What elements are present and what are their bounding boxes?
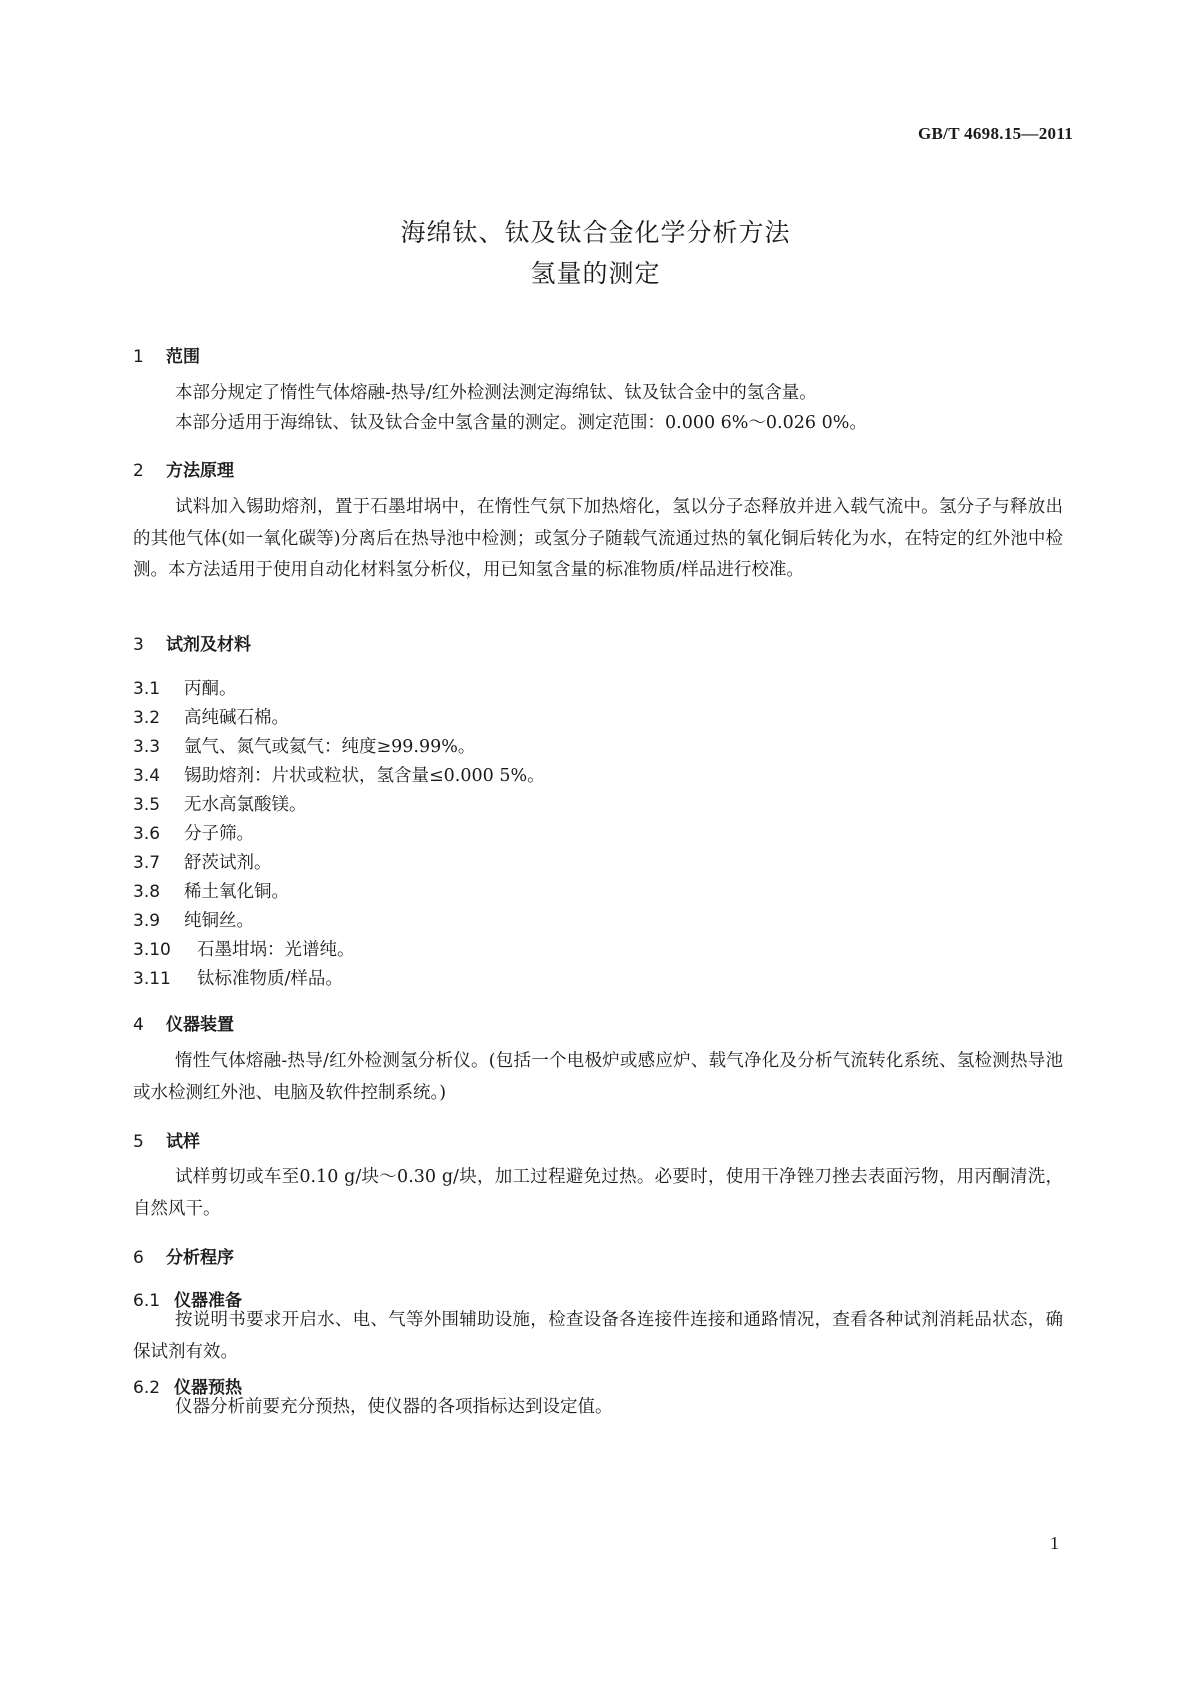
list-item: 3.1 丙酮。	[133, 679, 237, 699]
section-title: 试样	[166, 1132, 200, 1152]
standard-number: GB/T 4698.15—2011	[918, 124, 1073, 143]
list-item: 3.8 稀土氧化铜。	[133, 882, 289, 902]
section-heading-apparatus	[133, 1010, 234, 1035]
section-heading-scope	[133, 342, 200, 367]
subsection-number: 6.2	[133, 1378, 161, 1398]
section-number: 6	[133, 1248, 144, 1268]
paragraph: 本部分规定了惰性气体熔融-热导/红外检测法测定海绵钛、钛及钛合金中的氢含量。	[175, 383, 817, 403]
section-number: 4	[133, 1015, 144, 1035]
document-title: 海绵钛、钛及钛合金化学分析方法	[400, 218, 791, 247]
section-heading-sample	[133, 1127, 200, 1152]
section-number: 1	[133, 347, 144, 367]
section-title: 试剂及材料	[166, 635, 251, 655]
paragraph: 仪器分析前要充分预热，使仪器的各项指标达到设定值。	[175, 1397, 613, 1417]
list-item: 3.5 无水高氯酸镁。	[133, 795, 307, 815]
subsection-title: 仪器预热	[174, 1378, 242, 1398]
section-number: 3	[133, 635, 144, 655]
section-heading-reagents	[133, 630, 251, 655]
section-title: 仪器装置	[166, 1015, 234, 1035]
section-heading-procedure	[133, 1243, 234, 1268]
list-item: 3.4 锡助熔剂：片状或粒状，氢含量≤0.000 5%。	[133, 766, 545, 786]
paragraph: 本部分适用于海绵钛、钛及钛合金中氢含量的测定。测定范围：0.000 6%～0.026 0%。	[175, 413, 867, 433]
list-item: 3.9 纯铜丝。	[133, 911, 254, 931]
list-item: 3.7 舒茨试剂。	[133, 853, 272, 873]
section-heading-principle	[133, 456, 234, 481]
list-item: 3.3 氩气、氮气或氦气：纯度≥99.99%。	[133, 737, 476, 757]
subsection-number: 6.1	[133, 1291, 161, 1311]
paragraph: 按说明书要求开启水、电、气等外围辅助设施，检查设备各连接件连接和通路情况，查看各种试剂消耗品状态，确保试剂有效。	[133, 1310, 1063, 1362]
section-number: 2	[133, 461, 144, 481]
paragraph: 试料加入锡助熔剂，置于石墨坩埚中，在惰性气氛下加热熔化，氢以分子态释放并进入载气流中。氢分子与释放出的其他气体(如一氧化碳等)分离后在热导池中检测；或氢分子随载气流通过热的氧化铜后转化为水，在特定的红外池中检测。本方法适用于使用自动化材料氢分析仪，用已知氢含量的标准物质/样品进行校准。	[133, 497, 1063, 580]
section-title: 范围	[166, 347, 200, 367]
subsection-title: 仪器准备	[174, 1291, 242, 1311]
list-item: 3.2 高纯碱石棉。	[133, 708, 289, 728]
document-subtitle: 氢量的测定	[530, 259, 661, 288]
section-title: 分析程序	[166, 1248, 234, 1268]
paragraph: 试样剪切或车至0.10 g/块～0.30 g/块，加工过程避免过热。必要时，使用干净锉刀挫去表面污物，用丙酮清洗，自然风干。	[133, 1167, 1063, 1219]
section-title: 方法原理	[166, 461, 234, 481]
list-item: 3.6 分子筛。	[133, 824, 254, 844]
list-item: 3.10 石墨坩埚：光谱纯。	[133, 940, 355, 960]
paragraph: 惰性气体熔融-热导/红外检测氢分析仪。(包括一个电极炉或感应炉、载气净化及分析气流转化系统、氢检测热导池或水检测红外池、电脑及软件控制系统。)	[133, 1051, 1063, 1103]
list-item: 3.11 钛标准物质/样品。	[133, 969, 343, 989]
section-number: 5	[133, 1132, 144, 1152]
page-number: 1	[1050, 1533, 1059, 1553]
